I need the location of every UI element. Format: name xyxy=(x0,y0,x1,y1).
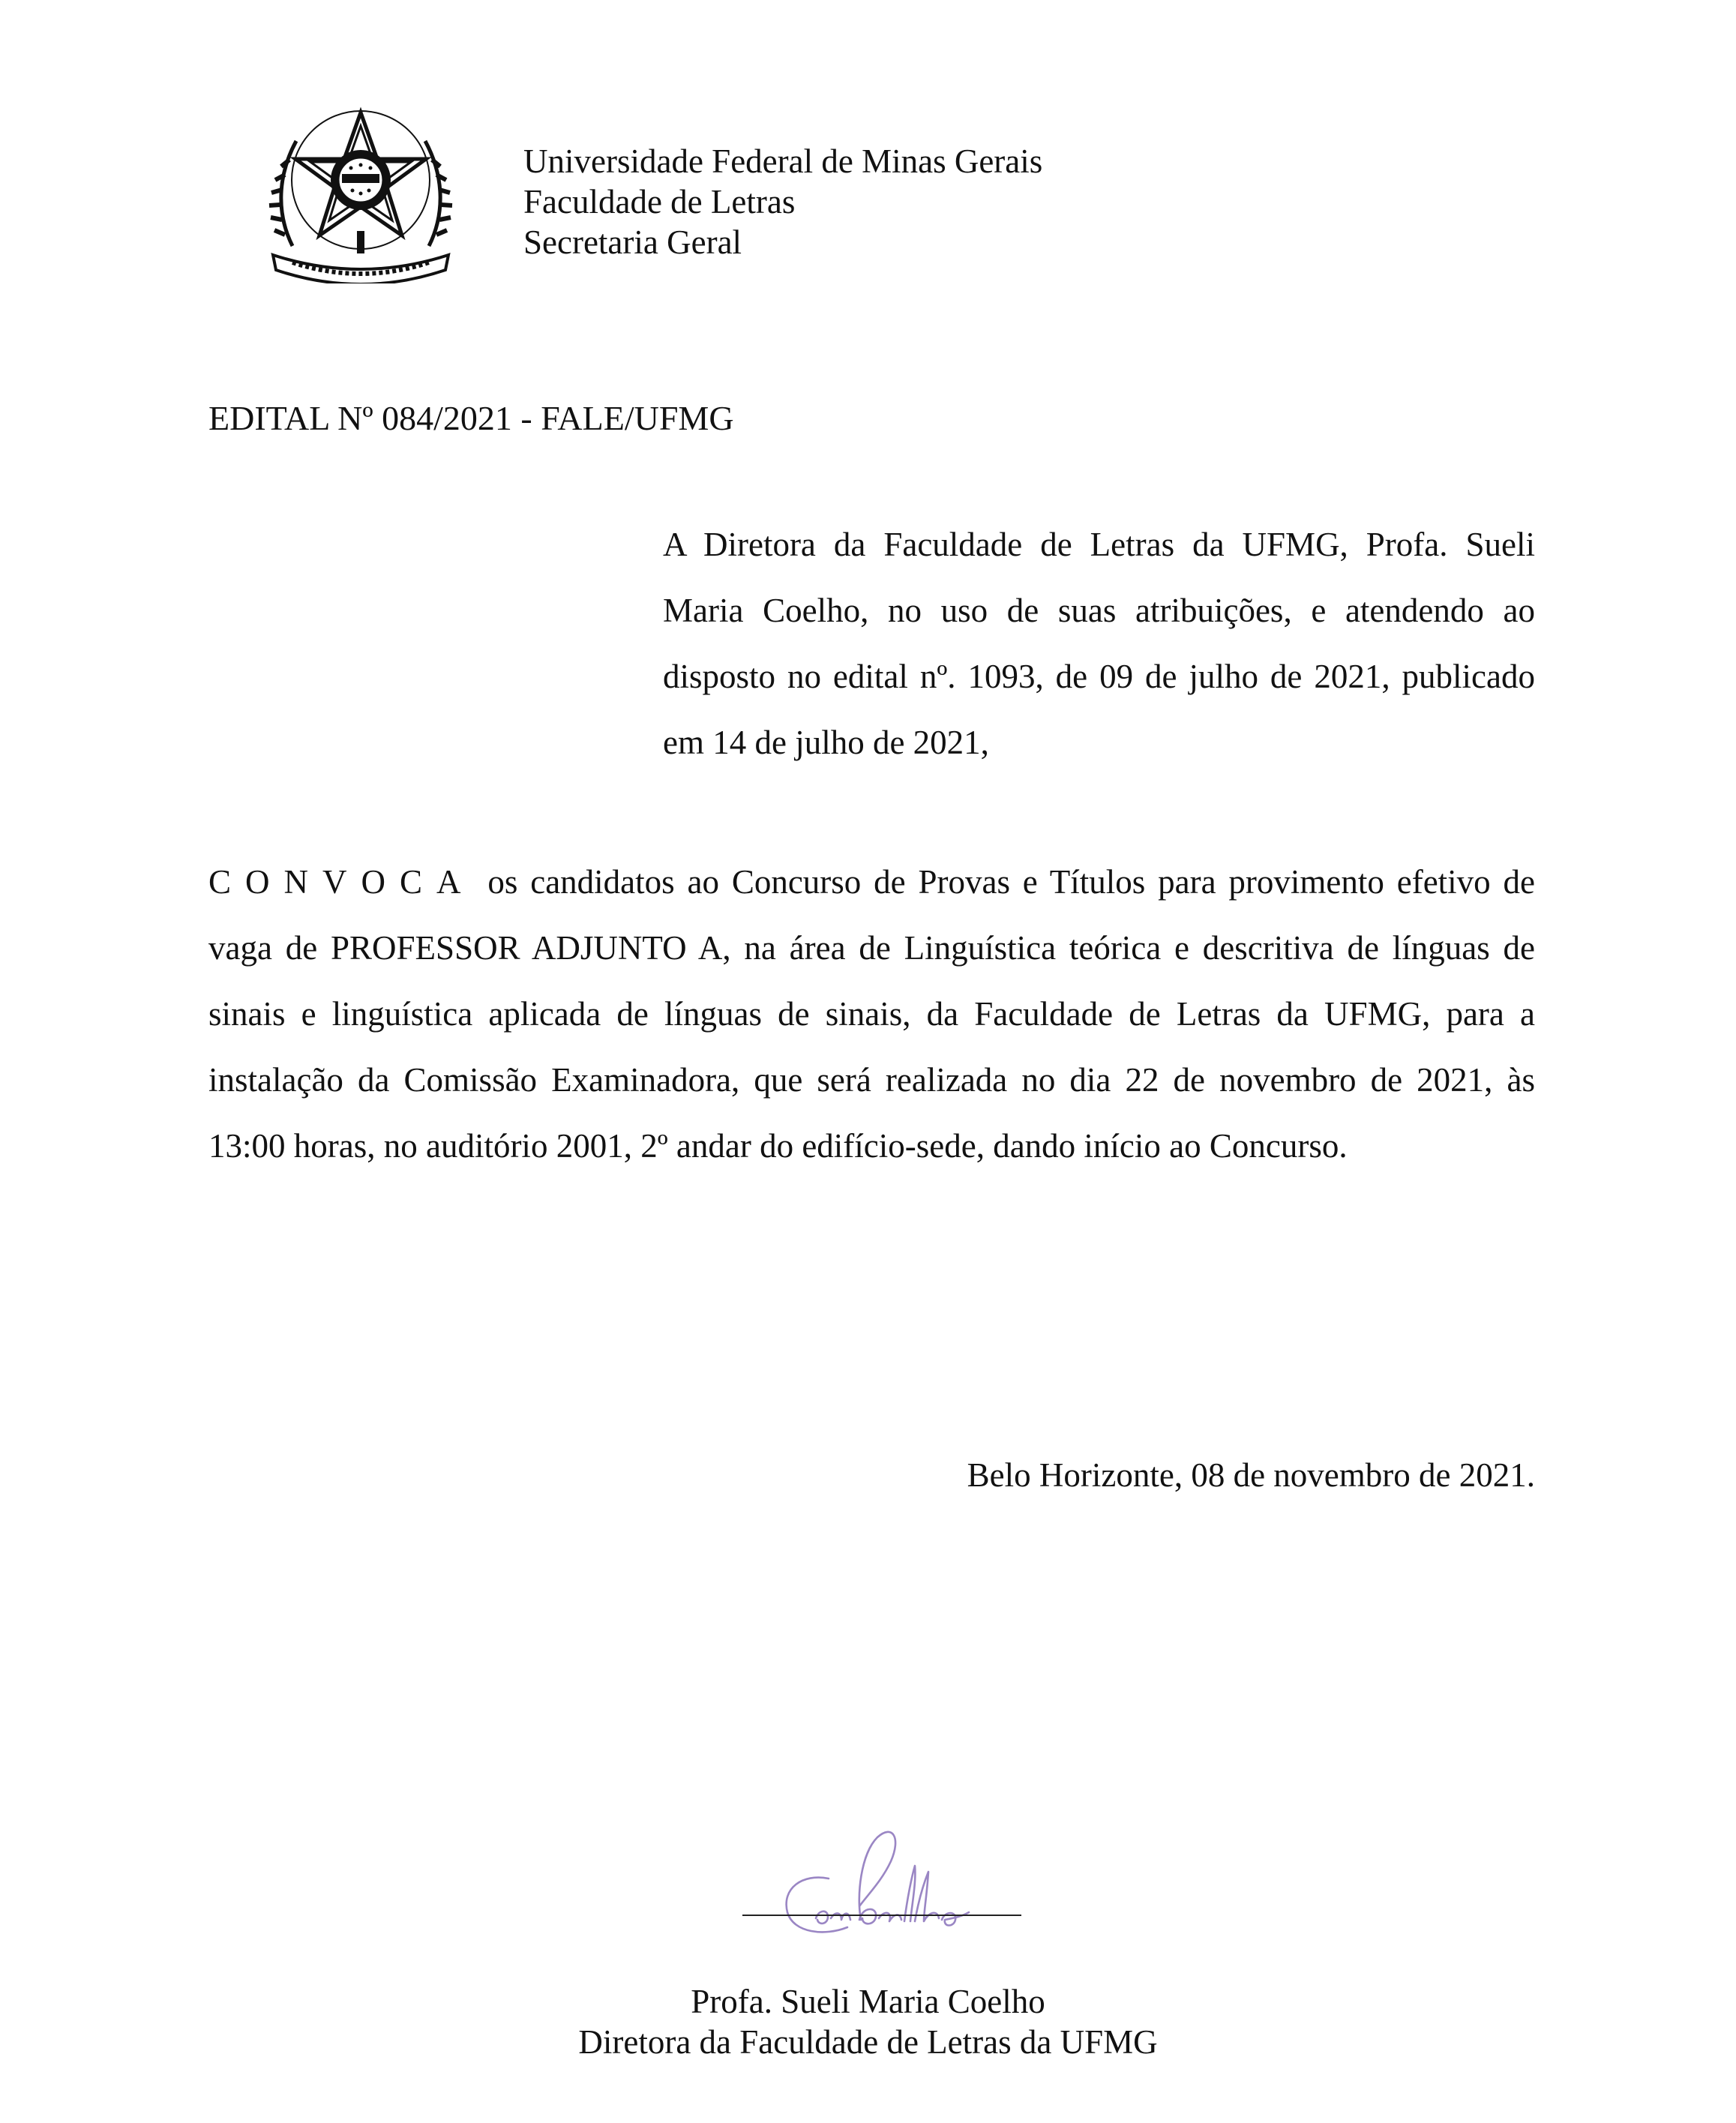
handwritten-signature xyxy=(772,1807,1005,1950)
signature-line xyxy=(742,1915,1021,1916)
convocation-paragraph xyxy=(208,849,1535,1179)
university-name: Universidade Federal de Minas Gerais xyxy=(523,142,1043,180)
faculty-name: Faculdade de Letras xyxy=(523,183,796,220)
convoca-verb: CONVOCA xyxy=(208,863,475,901)
institution-header xyxy=(523,141,1042,262)
signer-role: Diretora da Faculdade de Letras da UFMG xyxy=(578,2023,1158,2061)
place-and-date: Belo Horizonte, 08 de novembro de 2021. xyxy=(967,1456,1535,1494)
signer-block xyxy=(0,1981,1736,2062)
preamble-paragraph: A Diretora da Faculdade de Letras da UFMG, Profa. Sueli Maria Coelho, no uso de suas atribuições, e atendendo ao disposto no edital nº. 1093, de 09 de julho de 2021, publicado em 14 de julho de 2021, xyxy=(663,526,1535,761)
department-name: Secretaria Geral xyxy=(523,223,742,261)
signer-name: Profa. Sueli Maria Coelho xyxy=(691,1983,1045,2020)
edital-title: EDITAL Nº 084/2021 - FALE/UFMG xyxy=(208,399,734,437)
coat-of-arms-seal xyxy=(262,96,459,283)
convocation-text: os candidatos ao Concurso de Provas e Títulos para provimento efetivo de vaga de PROFESSOR ADJUNTO A, na área de Linguística teórica e descritiva de línguas de sinais e linguística aplicada de línguas de sinais, da Faculdade de Letras da UFMG, para a instalação da Comissão Examinadora, que será realizada no dia 22 de novembro de 2021, às 13:00 horas, no auditório 2001, 2º andar do edifício-sede, dando início ao Concurso. xyxy=(208,863,1535,1165)
